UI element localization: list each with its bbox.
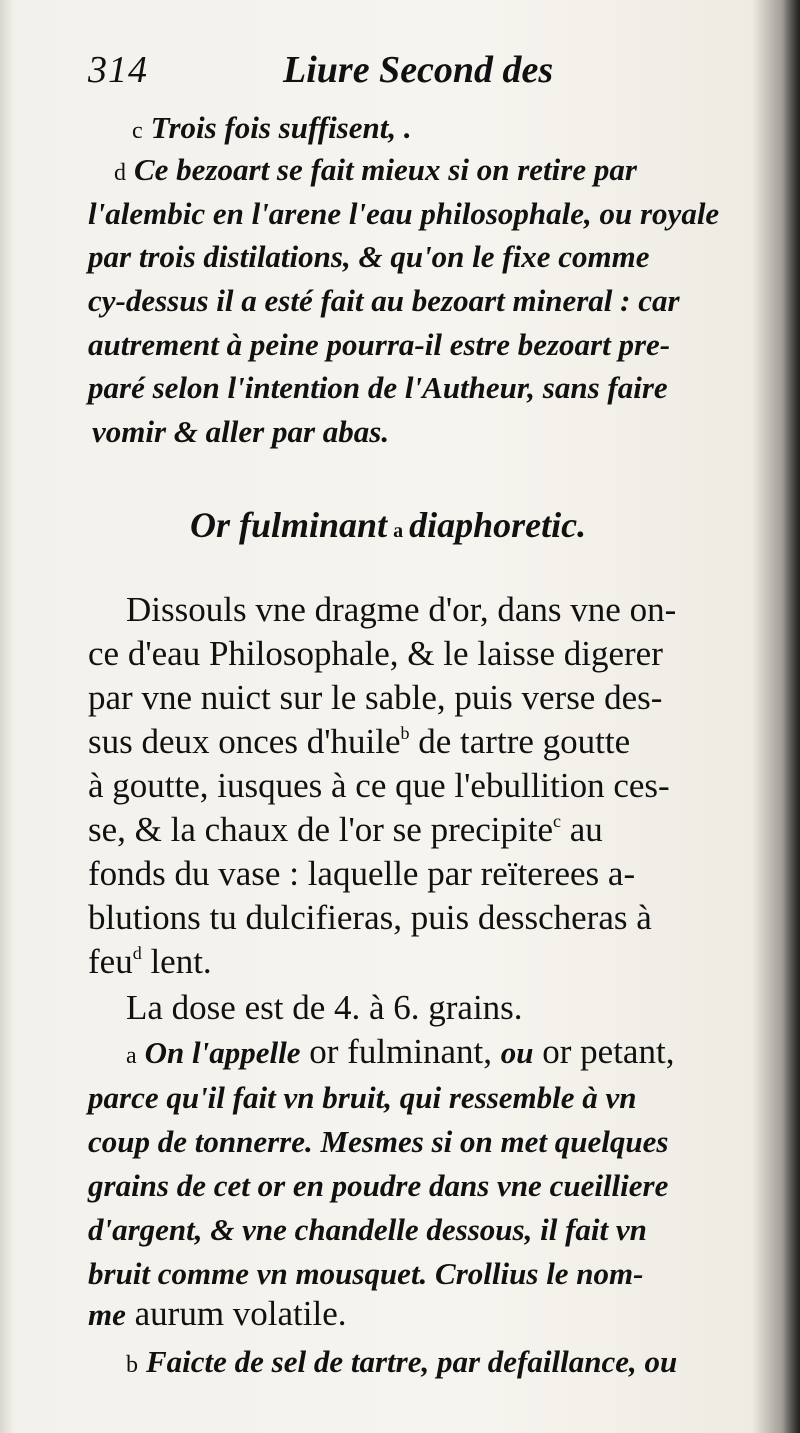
note-marker: d [132, 943, 142, 963]
note-text: paré selon l'intention de l'Autheur, sans faire [88, 370, 668, 405]
note-text: Ce bezoart se fait mieux si on retire par [134, 152, 637, 187]
body-text: par vne nuict sur le sable, puis verse des- [88, 678, 663, 717]
body-text: ce d'eau Philosophale, & le laisse digerer [88, 634, 663, 673]
note-marker: d [114, 160, 126, 186]
body-text: se, & la chaux de l'or se precipite [88, 810, 554, 849]
note-text: On l'appelle [144, 1035, 301, 1070]
note-text: Faicte de sel de tartre, par defaillance, ou [146, 1344, 678, 1379]
note-line [88, 329, 670, 360]
section-title-rest: diaphoretic. [409, 505, 587, 545]
note-line [126, 1034, 674, 1069]
note-text: parce qu'il fait vn bruit, qui ressemble à vn [88, 1080, 637, 1115]
body-text: au [561, 810, 603, 849]
note-text: grains de cet or en poudre dans vne cueilliere [88, 1168, 669, 1203]
body-text: fonds du vase : laquelle par reïterees a- [88, 854, 636, 893]
dose-text: La dose est de 4. à 6. grains. [126, 988, 523, 1027]
body-line [88, 944, 212, 979]
note-marker: a [393, 520, 404, 542]
section-title [190, 504, 586, 546]
note-marker: c [132, 118, 143, 144]
note-text: Trois fois suffisent, . [150, 110, 412, 145]
section-title-main: Or fulminant [190, 505, 388, 545]
note-line [88, 285, 680, 316]
note-text: coup de tonnerre. Mesmes si on met quelques [88, 1124, 669, 1159]
note-line [88, 1082, 637, 1113]
note-text: bruit comme vn mousquet. Crollius le nom- [88, 1256, 644, 1291]
body-line [88, 680, 662, 715]
note-text: autrement à peine pourra-il estre bezoart pre- [88, 327, 671, 362]
note-line [132, 112, 412, 143]
note-line [88, 1126, 668, 1157]
note-text: me [88, 1297, 126, 1332]
body-text: à goutte, iusques à ce que l'ebullition ces- [88, 766, 670, 805]
body-line [88, 636, 663, 671]
note-line [88, 1296, 347, 1331]
note-marker: c [553, 811, 562, 831]
note-line [88, 1170, 668, 1201]
body-text: lent. [141, 942, 212, 981]
dose-line [126, 990, 523, 1025]
body-text: blutions tu dulcifieras, puis desscheras à [88, 898, 652, 937]
note-line [92, 416, 389, 447]
note-line [88, 1214, 647, 1245]
running-title: Liure Second des [283, 49, 554, 91]
note-text: d'argent, & vne chandelle dessous, il fait vn [88, 1212, 647, 1247]
body-line [88, 724, 630, 759]
body-text: sus deux onces d'huile [88, 722, 401, 761]
body-line [88, 768, 670, 803]
body-line [88, 812, 603, 847]
body-line [88, 856, 635, 891]
body-line [126, 592, 676, 627]
note-text: ou [500, 1035, 534, 1070]
page-edge-shadow [782, 0, 800, 1433]
note-line [88, 198, 719, 229]
note-marker: a [126, 1043, 137, 1069]
body-text: Dissouls vne dragme d'or, dans vne on- [126, 590, 677, 629]
note-text: par trois distilations, & qu'on le fixe comme [88, 239, 650, 274]
body-text: feu [88, 942, 133, 981]
page-header [88, 48, 728, 98]
note-line [88, 372, 668, 403]
body-line [88, 900, 652, 935]
note-line [114, 154, 637, 185]
note-line [88, 241, 649, 272]
note-text: vomir & aller par abas. [92, 414, 390, 449]
note-marker: b [400, 723, 410, 743]
note-line [88, 1258, 644, 1289]
note-text: or petant, [533, 1032, 675, 1071]
note-marker: b [126, 1352, 138, 1378]
page-number: 314 [88, 49, 148, 91]
note-text: l'alembic en l'arene l'eau philosophale, ou royale [88, 196, 720, 231]
body-text: de tartre goutte [409, 722, 631, 761]
note-text: aurum volatile. [125, 1294, 347, 1333]
note-text: cy-dessus il a esté fait au bezoart mineral : car [88, 283, 680, 318]
note-text: or fulminant, [300, 1032, 501, 1071]
note-line [126, 1346, 677, 1377]
